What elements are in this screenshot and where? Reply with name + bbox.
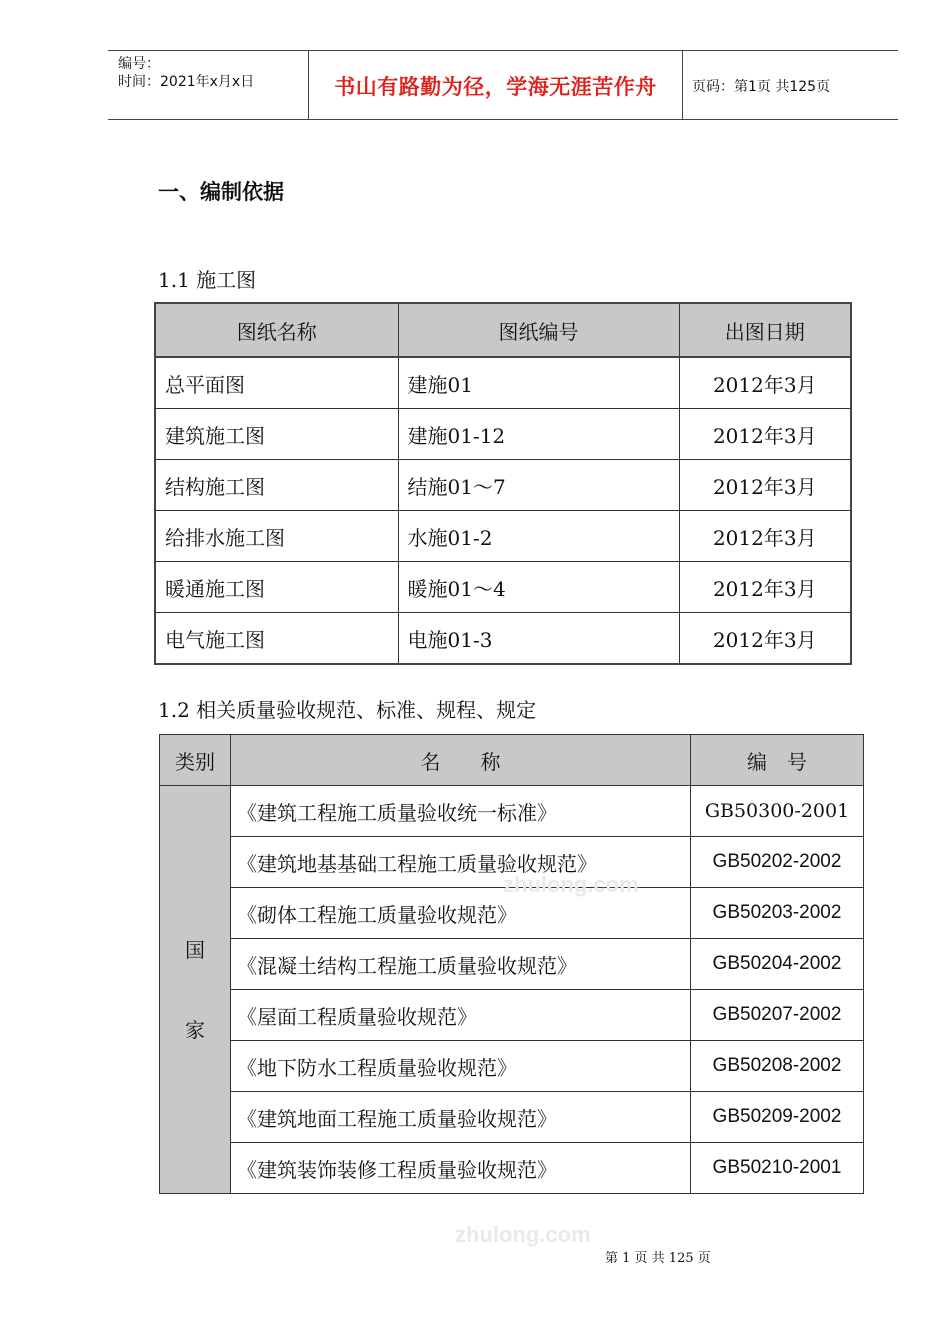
table-header-row xyxy=(160,735,864,786)
table-row xyxy=(160,786,864,837)
drawings-heading: 1.1 施工图 xyxy=(158,268,257,292)
standard-code-cell: GB50203-2002 xyxy=(691,888,864,939)
standard-name-cell: 《地下防水工程质量验收规范》 xyxy=(231,1041,691,1092)
drawing-name-cell: 建筑施工图 xyxy=(155,409,398,460)
standard-code-cell: GB50300-2001 xyxy=(691,786,864,837)
standard-code-cell: GB50208-2002 xyxy=(691,1041,864,1092)
table-row xyxy=(160,990,864,1041)
header-divider xyxy=(682,51,683,119)
watermark: zhulong.com xyxy=(503,872,639,897)
drawing-name-cell: 总平面图 xyxy=(155,357,398,409)
drawing-number-cell: 建施01-12 xyxy=(398,409,679,460)
drawing-name-cell: 结构施工图 xyxy=(155,460,398,511)
table-header-row xyxy=(155,303,851,357)
standard-code-cell: GB50209-2002 xyxy=(691,1092,864,1143)
header-motto: 书山有路勤为径，学海无涯苦作舟 xyxy=(334,75,657,99)
drawing-name-cell: 暖通施工图 xyxy=(155,562,398,613)
drawings-table xyxy=(154,302,852,665)
standards-table xyxy=(159,734,864,1194)
table-row xyxy=(155,562,851,613)
section-title: 一、编制依据 xyxy=(158,180,284,204)
standard-name-cell: 《建筑地基基础工程施工质量验收规范》 xyxy=(231,837,691,888)
table-row xyxy=(155,357,851,409)
table-row xyxy=(160,1143,864,1194)
table-row xyxy=(155,409,851,460)
drawing-number-cell: 暖施01～4 xyxy=(398,562,679,613)
table-row xyxy=(160,1041,864,1092)
drawing-number-cell: 建施01 xyxy=(398,357,679,409)
issue-date-cell: 2012年3月 xyxy=(679,357,851,409)
table-row xyxy=(160,939,864,990)
header-meta xyxy=(118,55,254,91)
drawing-number-cell: 电施01-3 xyxy=(398,613,679,665)
page-footer: 第 1 页 共 125 页 xyxy=(605,1251,711,1266)
page-header xyxy=(108,50,898,120)
table-row xyxy=(160,1092,864,1143)
header-code: 编号： xyxy=(118,56,160,72)
drawing-number-cell: 水施01-2 xyxy=(398,511,679,562)
standard-code-cell: GB50202-2002 xyxy=(691,837,864,888)
issue-date-cell: 2012年3月 xyxy=(679,562,851,613)
drawing-name-cell: 给排水施工图 xyxy=(155,511,398,562)
column-header: 编 号 xyxy=(691,735,864,786)
issue-date-cell: 2012年3月 xyxy=(679,409,851,460)
standard-code-cell: GB50210-2001 xyxy=(691,1143,864,1194)
standard-name-cell: 《屋面工程质量验收规范》 xyxy=(231,990,691,1041)
table-row xyxy=(155,460,851,511)
header-time: 时间：2021年x月x日 xyxy=(118,74,255,90)
issue-date-cell: 2012年3月 xyxy=(679,460,851,511)
watermark: zhulong.com xyxy=(455,1222,591,1247)
issue-date-cell: 2012年3月 xyxy=(679,511,851,562)
standard-name-cell: 《建筑地面工程施工质量验收规范》 xyxy=(231,1092,691,1143)
table-row xyxy=(155,511,851,562)
column-header: 图纸名称 xyxy=(155,303,398,357)
category-cell: 国 家 xyxy=(160,786,231,1194)
standard-name-cell: 《砌体工程施工质量验收规范》 xyxy=(231,888,691,939)
column-header: 图纸编号 xyxy=(398,303,679,357)
drawing-number-cell: 结施01～7 xyxy=(398,460,679,511)
standard-name-cell: 《建筑装饰装修工程质量验收规范》 xyxy=(231,1143,691,1194)
column-header: 类别 xyxy=(160,735,231,786)
standard-code-cell: GB50207-2002 xyxy=(691,990,864,1041)
standard-code-cell: GB50204-2002 xyxy=(691,939,864,990)
standards-heading: 1.2 相关质量验收规范、标准、规程、规定 xyxy=(158,698,537,722)
table-row xyxy=(155,613,851,665)
drawing-name-cell: 电气施工图 xyxy=(155,613,398,665)
standard-name-cell: 《混凝土结构工程施工质量验收规范》 xyxy=(231,939,691,990)
standard-name-cell: 《建筑工程施工质量验收统一标准》 xyxy=(231,786,691,837)
column-header: 名 称 xyxy=(231,735,691,786)
column-header: 出图日期 xyxy=(679,303,851,357)
issue-date-cell: 2012年3月 xyxy=(679,613,851,665)
header-page-info: 页码：第1页 共125页 xyxy=(692,79,831,95)
